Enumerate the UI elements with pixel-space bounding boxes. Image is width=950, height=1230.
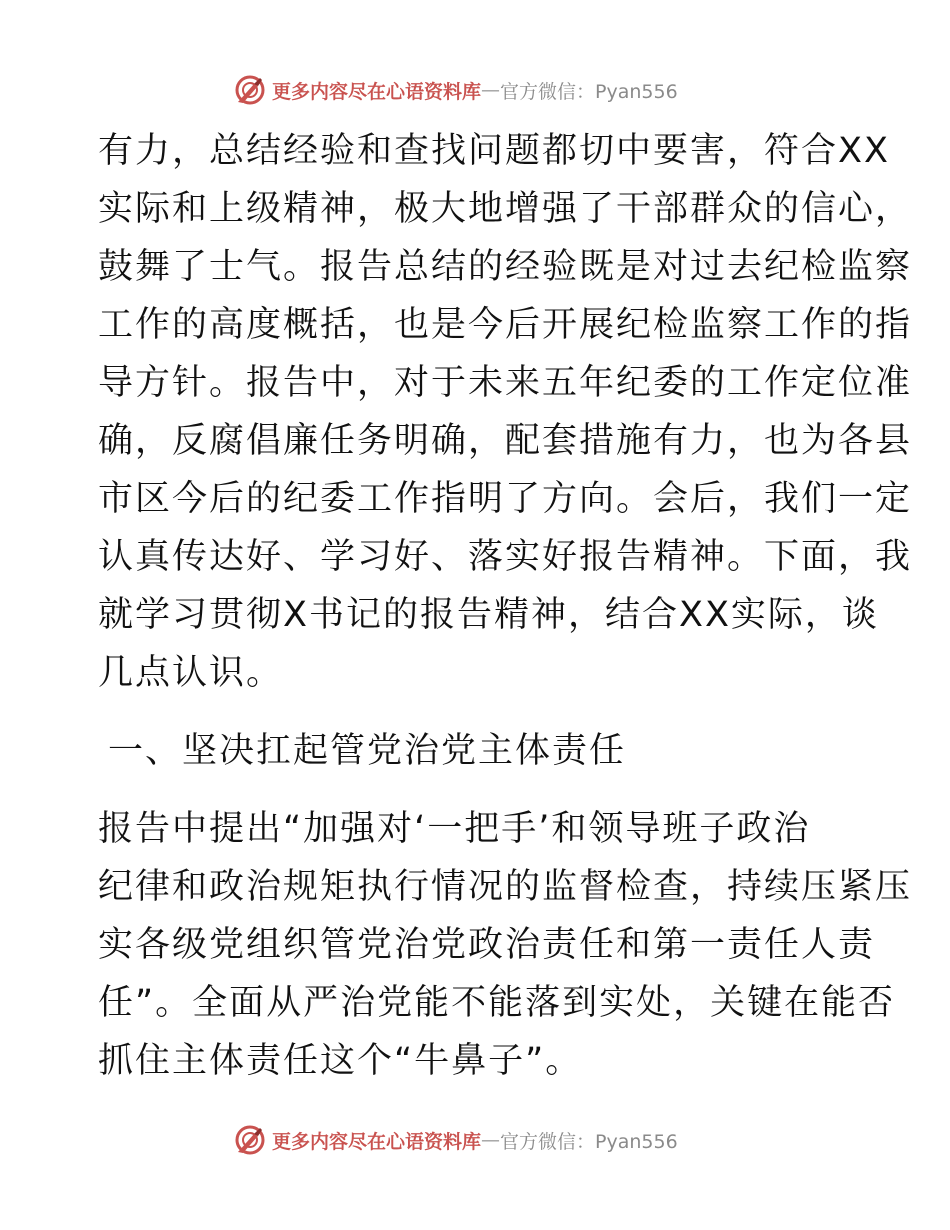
text-line: 纪律和政治规矩执行情况的监督检查，持续压紧压 bbox=[98, 867, 913, 907]
text-line: 认真传达好、学习好、落实好报告精神。下面，我 bbox=[98, 537, 913, 577]
text-line: 导方针。报告中，对于未来五年纪委的工作定位准 bbox=[98, 363, 913, 403]
text-line: 抓住主体责任这个“牛鼻子”。 bbox=[98, 1041, 583, 1081]
document-body bbox=[98, 122, 913, 1090]
text-line: 确，反腐倡廉任务明确，配套措施有力，也为各县 bbox=[98, 421, 913, 461]
pen-logo-icon bbox=[234, 74, 266, 106]
watermark-brand: 更多内容尽在心语资料库 bbox=[272, 1130, 482, 1153]
text-line: 实各级党组织管党治党政治责任和第一责任人责 bbox=[98, 925, 876, 965]
text-line: 市区今后的纪委工作指明了方向。会后，我们一定 bbox=[98, 479, 913, 519]
watermark-contact: 官方微信：Pyan556 bbox=[500, 1130, 678, 1153]
text-line: 鼓舞了士气。报告总结的经验既是对过去纪检监察 bbox=[98, 247, 913, 287]
text-line: 工作的高度概括，也是今后开展纪检监察工作的指 bbox=[98, 305, 913, 345]
text-line: 任”。全面从严治党能不能落到实处，关键在能否 bbox=[98, 983, 896, 1023]
text-line: 就学习贯彻X书记的报告精神，结合XX实际，谈 bbox=[98, 595, 879, 635]
text-line: 实际和上级精神，极大地增强了干部群众的信心， bbox=[98, 189, 913, 229]
header-watermark bbox=[234, 72, 714, 108]
watermark-contact: 官方微信：Pyan556 bbox=[500, 80, 678, 103]
watermark-dash: — bbox=[481, 79, 501, 101]
watermark-brand: 更多内容尽在心语资料库 bbox=[272, 80, 482, 103]
section-heading: 一、坚决扛起管党治党主体责任 bbox=[108, 731, 627, 771]
watermark-dash: — bbox=[481, 1129, 501, 1151]
text-line: 有力，总结经验和查找问题都切中要害，符合XX bbox=[98, 131, 890, 171]
text-line: 报告中提出“加强对‘一把手’和领导班子政治 bbox=[98, 809, 811, 849]
footer-watermark bbox=[234, 1122, 714, 1158]
text-line: 几点认识。 bbox=[98, 653, 284, 693]
pen-logo-icon bbox=[234, 1124, 266, 1156]
